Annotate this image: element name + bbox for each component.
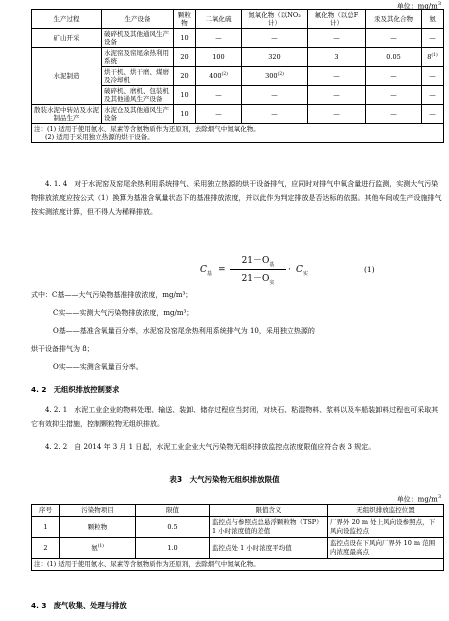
col-header: 氟化物（以总F计） xyxy=(308,10,366,29)
table-note: 注：(1) 适用于使用氨水、尿素等含氨物质作为还原剂，去除烟气中氮氧化物。 (2) 适用于采用独立热源的烘干设备。 xyxy=(32,124,444,143)
cell-value: 20 xyxy=(174,67,196,86)
cell-value: — xyxy=(422,105,444,124)
cell-value: 10 xyxy=(174,29,196,48)
cell-value: — xyxy=(308,105,366,124)
formula-numerator: $21-O_基$ xyxy=(230,253,286,270)
table3-unit: 单位：$mg/m^3$ xyxy=(396,494,441,504)
cell-meaning: 监控点处 1 小时浓度平均值 xyxy=(210,538,328,559)
table-note: 注：(1) 适用于使用氨水、尿素等含氨物质作为还原剂，去除烟气中氮氧化物。 xyxy=(32,559,444,571)
cell-value: — xyxy=(366,86,422,105)
formula-definition: 式中：C基——大气污染物基准排放浓度，mg/m³； xyxy=(31,291,193,299)
cell-value: — xyxy=(242,29,308,48)
col-header: 汞及其化合物 xyxy=(366,10,422,29)
cell-value: 400$^{(2)}$ xyxy=(196,67,242,86)
formula-definition: 烘干设备排气为 8； xyxy=(31,345,94,353)
cell-value: 10 xyxy=(174,105,196,124)
cell-no: 2 xyxy=(32,538,60,559)
cell-value: — xyxy=(422,86,444,105)
table-note-row xyxy=(32,124,444,143)
cell-value: — xyxy=(196,105,242,124)
cell-item: 氨$^{(1)}$ xyxy=(60,538,136,559)
table-note-row xyxy=(32,559,444,571)
cell-equipment: 破碎机、磨机、包装机及其他通风生产设备 xyxy=(102,86,174,105)
col-header: 生产设备 xyxy=(102,10,174,29)
table-row xyxy=(32,517,444,538)
col-header: 限值含义 xyxy=(210,505,328,517)
equation-number: (1) xyxy=(364,265,375,274)
cell-meaning: 监控点与参照点总悬浮颗粒物（TSP）1 小时浓度值的差值 xyxy=(210,517,328,538)
cell-value: — xyxy=(308,29,366,48)
cell-limit: 1.0 xyxy=(136,538,210,559)
col-header: 污染物项目 xyxy=(60,505,136,517)
formula-definition: O基——基准含氧量百分率，水泥窑及窑尾余热利用系统排气为 10，采用独立热源的 xyxy=(53,327,315,335)
table-row xyxy=(32,105,444,124)
cell-equipment: 破碎机及其他通风生产设备 xyxy=(102,29,174,48)
formula-fraction xyxy=(230,253,286,286)
formula-definition: O实——实测含氧量百分率。 xyxy=(53,363,143,371)
paragraph-4-1-4: 4. 1. 4 对于水泥窑及窑尾余热利用系统排气、采用独立热源的烘干设备排气，应同时对排气中氧含量进行监测，实测大气污染物排放浓度应按公式（1）换算为基准含氧量状态下的基准排放浓度，并以此作为判定排放是否达标的依据。其他车间或生产设施排气按实测浓度计算，但不得人为稀释排放。 xyxy=(31,180,442,216)
formula-rhs: $C_实$ xyxy=(296,265,308,277)
cell-process: 水泥制造 xyxy=(32,48,102,105)
table-header-row xyxy=(32,10,444,29)
col-header: 无组织排放监控位置 xyxy=(328,505,444,517)
cell-value: 20 xyxy=(174,48,196,67)
cell-location: 厂界外 20 m 处上风向设参照点，下风向设监控点 xyxy=(328,517,444,538)
table3-title: 表3 大气污染物无组织排放限值 xyxy=(169,475,280,484)
cell-no: 1 xyxy=(32,517,60,538)
cell-value: — xyxy=(366,29,422,48)
cell-value: — xyxy=(196,29,242,48)
cell-value: — xyxy=(196,86,242,105)
emission-limits-table xyxy=(31,9,444,143)
table-header-row xyxy=(32,505,444,517)
formula-multiply: · xyxy=(288,265,291,275)
cell-value: — xyxy=(422,67,444,86)
cell-location: 监控点设在下风向厂界外 10 m 范围内浓度最高点 xyxy=(328,538,444,559)
col-header: 生产过程 xyxy=(32,10,102,29)
cell-equipment: 烘干机、烘干磨、煤磨及冷却机 xyxy=(102,67,174,86)
col-header: 二氧化硫 xyxy=(196,10,242,29)
col-header: 限值 xyxy=(136,505,210,517)
col-header: 氨 xyxy=(422,10,444,29)
table-row xyxy=(32,538,444,559)
cell-value: 8$^{(1)}$ xyxy=(422,48,444,67)
col-header: 氮氧化物（以NO₂计） xyxy=(242,10,308,29)
cell-value: — xyxy=(366,105,422,124)
cell-value: 10 xyxy=(174,86,196,105)
col-header: 颗粒物 xyxy=(174,10,196,29)
cell-value: — xyxy=(242,86,308,105)
cell-value: 3 xyxy=(308,48,366,67)
cell-value: 0.05 xyxy=(366,48,422,67)
formula-equals: = xyxy=(218,265,226,275)
cell-process: 矿山开采 xyxy=(32,29,102,48)
cell-value: 100 xyxy=(196,48,242,67)
section-heading-4-2: 4. 2 无组织排放控制要求 xyxy=(31,385,120,394)
cell-equipment: 水泥仓及其他通风生产设备 xyxy=(102,105,174,124)
cell-value: — xyxy=(308,67,366,86)
formula-denominator: $21-O_实$ xyxy=(241,273,275,286)
cell-value: — xyxy=(308,86,366,105)
cell-value: — xyxy=(366,67,422,86)
cell-process: 散装水泥中转站及水泥制品生产 xyxy=(32,105,102,124)
cell-equipment: 水泥窑及窑尾余热利用系统 xyxy=(102,48,174,67)
cell-value: — xyxy=(422,29,444,48)
table-row xyxy=(32,48,444,67)
formula-lhs: $C_基$ xyxy=(200,265,212,277)
formula-definition: C实——实测大气污染物排放浓度，mg/m³； xyxy=(53,309,194,317)
table2-unit: 单位：$mg/m^3$ xyxy=(396,1,441,11)
section-heading-4-3: 4. 3 废气收集、处理与排放 xyxy=(31,601,127,610)
col-header: 序号 xyxy=(32,505,60,517)
fugitive-emission-table xyxy=(31,504,444,571)
cell-item: 颗粒物 xyxy=(60,517,136,538)
cell-value: 300$^{(2)}$ xyxy=(242,67,308,86)
cell-value: 320 xyxy=(242,48,308,67)
paragraph-4-2-2: 4. 2. 2 自 2014 年 3 月 1 日起，水泥工业企业大气污染物无组织排放监控点浓度限值应符合表 3 规定。 xyxy=(45,443,376,451)
cell-limit: 0.5 xyxy=(136,517,210,538)
concentration-formula xyxy=(200,253,340,293)
table-row xyxy=(32,29,444,48)
cell-value: — xyxy=(242,105,308,124)
paragraph-4-2-1: 4. 2. 1 水泥工业企业的物料处理、输送、装卸、储存过程应当封闭，对块石、粘湿物料、浆料以及车船装卸料过程也可采取其它有效抑尘措施，控制颗粒物无组织排放。 xyxy=(31,406,439,428)
